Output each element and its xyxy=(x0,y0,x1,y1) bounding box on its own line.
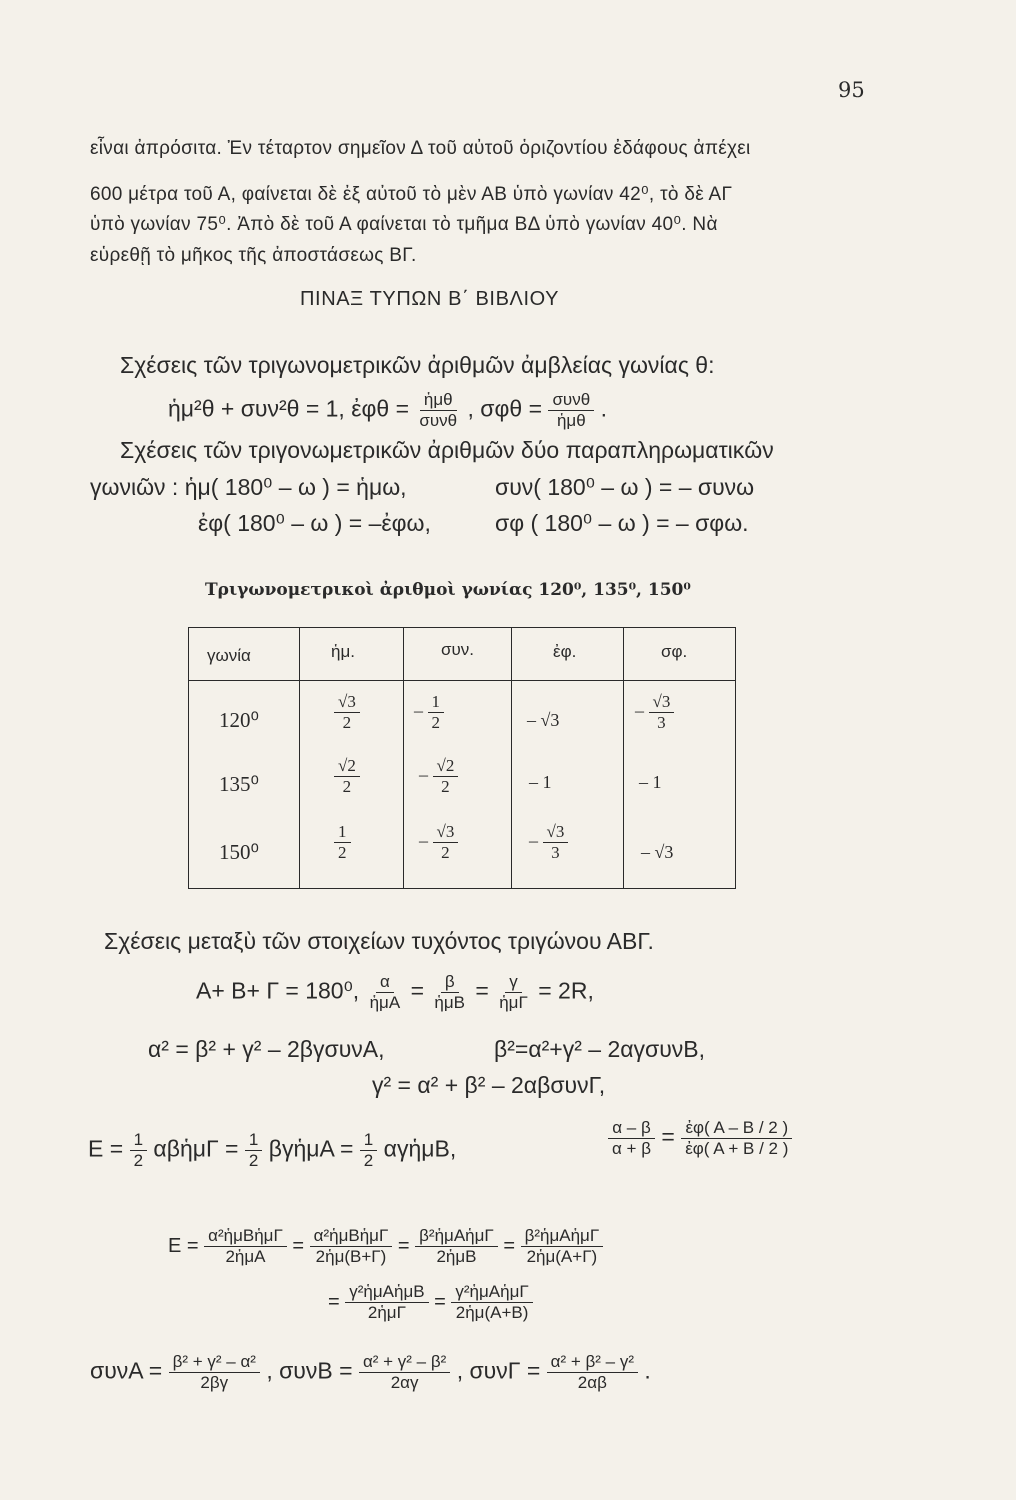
area-formula xyxy=(88,1130,456,1171)
intro-line-4: εὑρεθῇ τὸ μῆκος τῆς ἀποστάσεως ΒΓ. xyxy=(90,245,417,266)
area3-f1-den: 2ἡμΓ xyxy=(367,1303,406,1322)
cosC-label: , συνΓ = xyxy=(456,1357,541,1384)
area2-f2-den: 2ἡμ(Β+Γ) xyxy=(315,1247,387,1266)
tan-150-num: √3 xyxy=(543,822,569,843)
area2-f3 xyxy=(415,1226,498,1267)
sin-150-den: 2 xyxy=(338,843,347,862)
area3-f1 xyxy=(345,1282,428,1323)
area-term-2: βγἡμΑ = xyxy=(268,1135,354,1162)
half-num: 1 xyxy=(130,1130,147,1151)
sin-135 xyxy=(334,756,360,797)
identity-end: . xyxy=(600,395,607,422)
header-sin: ἡμ. xyxy=(331,642,355,661)
cosC-frac xyxy=(547,1352,638,1393)
sin-135-frac xyxy=(334,756,360,797)
identity-text: ἡμ²θ + συν²θ = 1, ἐφθ = xyxy=(168,395,409,422)
cos-135-den: 2 xyxy=(441,777,450,796)
cosB-den: 2αγ xyxy=(390,1373,419,1392)
area2-f1-num: α²ἡμΒἡμΓ xyxy=(204,1226,287,1247)
half-3 xyxy=(360,1130,377,1171)
area-term-1: αβἡμΓ = xyxy=(153,1135,239,1162)
obtuse-identities xyxy=(168,390,607,431)
tan-150-den: 3 xyxy=(551,843,560,862)
cot-135: – 1 xyxy=(639,772,662,792)
sine-law-frac-c-num: γ xyxy=(505,972,522,993)
tangent-law: $\frac{\alpha - \beta}{\alpha + \beta}$ = $\frac{\text{ἐφ( Α – Β / 2 )}}{\text{ἐφ( Α + Β / 2 )}}$ xyxy=(608,1118,792,1159)
cot-text: , σφθ = xyxy=(467,395,543,422)
cos-150-sign: – xyxy=(419,830,428,851)
tan-150-frac xyxy=(543,822,569,863)
tan-law-lhs-num: α – β xyxy=(608,1118,655,1139)
cos-120-frac xyxy=(428,692,445,733)
half-num: 1 xyxy=(360,1130,377,1151)
cos-150-num: √3 xyxy=(433,822,459,843)
area2-f2 xyxy=(310,1226,393,1267)
cosB-frac xyxy=(359,1352,450,1393)
header-cos: συν. xyxy=(441,640,475,659)
header-angle: γωνία xyxy=(207,646,251,665)
sine-law-frac-c xyxy=(495,972,532,1013)
sin-135-num: √2 xyxy=(334,756,360,777)
cot-120-frac xyxy=(649,692,675,733)
area-sine-formulas: Ε = $\frac{\text{α²ἡμΒἡμΓ}}{\text{2ἡμΑ}}$ = $\frac{\text{α²ἡμΒἡμΓ}}{\text{2ἡμ(Β+Γ)}}$ = $\frac{\text{β²ἡμΑἡμΓ}}{\text{2ἡμΒ}}$ = $\frac{\text{β²ἡμΑἡμΓ}}{\text{2ἡμ(Α+Γ)}}$ xyxy=(168,1226,603,1267)
area2-f3-den: 2ἡμΒ xyxy=(436,1247,477,1266)
cosA-frac xyxy=(169,1352,260,1393)
tan-law-rhs-num: ἐφ( Α – Β / 2 ) xyxy=(681,1118,792,1139)
supp-line-1b: συν( 180⁰ – ω ) = – συνω xyxy=(495,474,755,500)
cosA-label: συνΑ = xyxy=(90,1357,163,1384)
supplementary-heading: Σχέσεις τῶν τριγονωμετρικῶν ἀριθμῶν δύο παραπληρωματικῶν xyxy=(120,437,774,463)
cos-end: . xyxy=(644,1357,651,1384)
sine-law-frac-b-den: ἡμΒ xyxy=(434,993,465,1012)
obtuse-heading: Σχέσεις τῶν τριγωνομετρικῶν ἀριθμῶν ἀμβλείας γωνίας θ: xyxy=(120,352,715,378)
cosB-num: α² + γ² – β² xyxy=(359,1352,450,1373)
sin-135-den: 2 xyxy=(342,777,352,796)
sin-150-frac xyxy=(334,822,351,863)
cot-numerator: συνθ xyxy=(548,390,594,411)
cos-law-a: α² = β² + γ² – 2βγσυνΑ, xyxy=(148,1036,385,1062)
triangle-heading: Σχέσεις μεταξὺ τῶν στοιχείων τυχόντος τριγώνου ΑΒΓ. xyxy=(104,928,654,954)
tan-135: – 1 xyxy=(529,772,552,792)
area2-f4-den: 2ἡμ(Α+Γ) xyxy=(526,1247,598,1266)
area2-E: Ε = xyxy=(168,1234,199,1257)
tan-fraction xyxy=(415,390,461,431)
tan-law-lhs xyxy=(608,1118,655,1159)
cot-120-den: 3 xyxy=(657,713,666,732)
section-title: ΠΙΝΑΞ ΤΥΠΩΝ Β΄ ΒΙΒΛΙΟΥ xyxy=(300,288,560,310)
table-subtitle: Τριγωνομετρικοὶ ἀριθμοὶ γωνίας 120⁰, 135⁰, 150⁰ xyxy=(205,580,691,600)
tan-numerator: ἡμθ xyxy=(420,390,457,411)
area3-f2-num: γ²ἡμΑἡμΓ xyxy=(451,1282,532,1303)
supp-line-2a: ἐφ( 180⁰ – ω ) = –ἐφω, xyxy=(198,510,431,536)
sine-law-frac-a xyxy=(366,972,405,1013)
header-divider xyxy=(189,680,735,681)
intro-line-2: 600 μέτρα τοῦ Α, φαίνεται δὲ ἐξ αὐτοῦ τὸ μὲν ΑΒ ὑπὸ γωνίαν 42⁰, τὸ δὲ ΑΓ xyxy=(90,184,733,205)
angle-120: 120⁰ xyxy=(219,708,259,732)
sin-150-num: 1 xyxy=(334,822,351,843)
area3-f2 xyxy=(451,1282,532,1323)
col-divider xyxy=(299,628,300,888)
half-2 xyxy=(245,1130,262,1171)
cot-denominator: ἡμθ xyxy=(556,411,586,430)
sine-law-frac-c-den: ἡμΓ xyxy=(499,993,528,1012)
cos-120-den: 2 xyxy=(431,713,440,732)
cos-150-den: 2 xyxy=(441,843,450,862)
col-divider xyxy=(511,628,512,888)
cos-120 xyxy=(414,692,444,733)
cos-135-frac xyxy=(433,756,459,797)
supp-line-2b: σφ ( 180⁰ – ω ) = – σφω. xyxy=(495,510,749,536)
cosB-label: , συνΒ = xyxy=(266,1357,353,1384)
tan-150 xyxy=(529,822,568,863)
half-num: 1 xyxy=(245,1130,262,1151)
tan-law-rhs-den: ἐφ( Α + Β / 2 ) xyxy=(685,1139,789,1158)
cos-135-sign: – xyxy=(419,764,428,785)
angle-sum: Α+ Β+ Γ = 180⁰, xyxy=(196,977,360,1004)
intro-line-1: εἶναι ἀπρόσιτα. Ἐν τέταρτον σημεῖον Δ τοῦ αὐτοῦ ὁριζοντίου ἐδάφους ἀπέχει xyxy=(90,138,751,159)
half-den: 2 xyxy=(363,1151,374,1170)
page-number: 95 xyxy=(838,78,865,102)
cosine-formulas xyxy=(90,1352,651,1393)
col-divider xyxy=(623,628,624,888)
header-cot: σφ. xyxy=(661,642,688,661)
supp-line-1a: γωνιῶν : ἡμ( 180⁰ – ω ) = ἡμω, xyxy=(90,474,407,500)
header-tan: ἐφ. xyxy=(553,642,577,661)
tan-law-rhs xyxy=(681,1118,792,1159)
sin-150 xyxy=(334,822,351,863)
tan-150-sign: – xyxy=(529,830,538,851)
area2-f2-num: α²ἡμΒἡμΓ xyxy=(310,1226,393,1247)
cot-150: – √3 xyxy=(641,842,674,862)
area2-f1 xyxy=(204,1226,287,1267)
area3-f1-num: γ²ἡμΑἡμΒ xyxy=(345,1282,428,1303)
cot-fraction xyxy=(548,390,594,431)
angle-135: 135⁰ xyxy=(219,772,259,796)
cosA-num: β² + γ² – α² xyxy=(169,1352,260,1373)
sine-law-frac-a-num: α xyxy=(376,972,394,993)
sine-law: Α+ Β+ Γ = 180⁰, $\frac{\alpha}{\text{ἡμΑ}}$ = $\frac{\beta}{\text{ἡμΒ}}$ = $\frac{\gamma}{\text{ἡμΓ}}$ = 2R, xyxy=(196,972,594,1012)
sine-law-frac-b-num: β xyxy=(441,972,459,993)
cot-120-sign: – xyxy=(635,700,644,721)
tan-120: – √3 xyxy=(527,710,560,730)
table-row xyxy=(334,692,360,733)
sin-120 xyxy=(334,692,360,733)
cosA-den: 2βγ xyxy=(200,1373,229,1392)
sin-120-num: √3 xyxy=(334,692,360,713)
area-E: Ε = xyxy=(88,1135,124,1162)
cos-120-num: 1 xyxy=(428,692,445,713)
cos-135-num: √2 xyxy=(433,756,459,777)
area-term-3: αγἡμΒ, xyxy=(383,1135,457,1162)
sine-law-frac-b xyxy=(430,972,469,1013)
tan-denominator: συνθ xyxy=(419,411,458,430)
half-den: 2 xyxy=(248,1151,259,1170)
area2-f4 xyxy=(521,1226,604,1267)
cosC-num: α² + β² – γ² xyxy=(547,1352,638,1373)
cos-150-frac xyxy=(433,822,459,863)
half-1 xyxy=(130,1130,147,1171)
angle-150: 150⁰ xyxy=(219,840,259,864)
area-sine-formulas-2: = $\frac{\text{γ²ἡμΑἡμΒ}}{\text{2ἡμΓ}}$ = $\frac{\text{γ²ἡμΑἡμΓ}}{\text{2ἡμ(Α+Β)}}$ xyxy=(328,1282,533,1323)
col-divider xyxy=(403,628,404,888)
trig-values-table xyxy=(188,627,736,889)
cos-law-b: β²=α²+γ² – 2αγσυνΒ, xyxy=(494,1036,706,1062)
sin-120-den: 2 xyxy=(342,713,352,732)
area2-f4-num: β²ἡμΑἡμΓ xyxy=(521,1226,604,1247)
intro-line-3: ὑπὸ γωνίαν 75⁰. Ἀπὸ δὲ τοῦ Α φαίνεται τὸ τμῆμα ΒΔ ὑπὸ γωνίαν 40⁰. Νὰ xyxy=(90,214,718,235)
sine-law-frac-a-den: ἡμΑ xyxy=(369,993,401,1012)
half-den: 2 xyxy=(133,1151,144,1170)
area2-f3-num: β²ἡμΑἡμΓ xyxy=(415,1226,498,1247)
area2-f1-den: 2ἡμΑ xyxy=(225,1247,266,1266)
cos-120-sign: – xyxy=(414,700,423,721)
cos-150 xyxy=(419,822,458,863)
cot-120 xyxy=(635,692,674,733)
cot-120-num: √3 xyxy=(649,692,675,713)
tan-law-lhs-den: α + β xyxy=(612,1139,651,1158)
cosC-den: 2αβ xyxy=(577,1373,607,1392)
cos-135 xyxy=(419,756,458,797)
area3-f2-den: 2ἡμ(Α+Β) xyxy=(455,1303,529,1322)
sine-law-end: = 2R, xyxy=(538,977,594,1004)
cos-law-c: γ² = α² + β² – 2αβσυνΓ, xyxy=(372,1072,606,1098)
